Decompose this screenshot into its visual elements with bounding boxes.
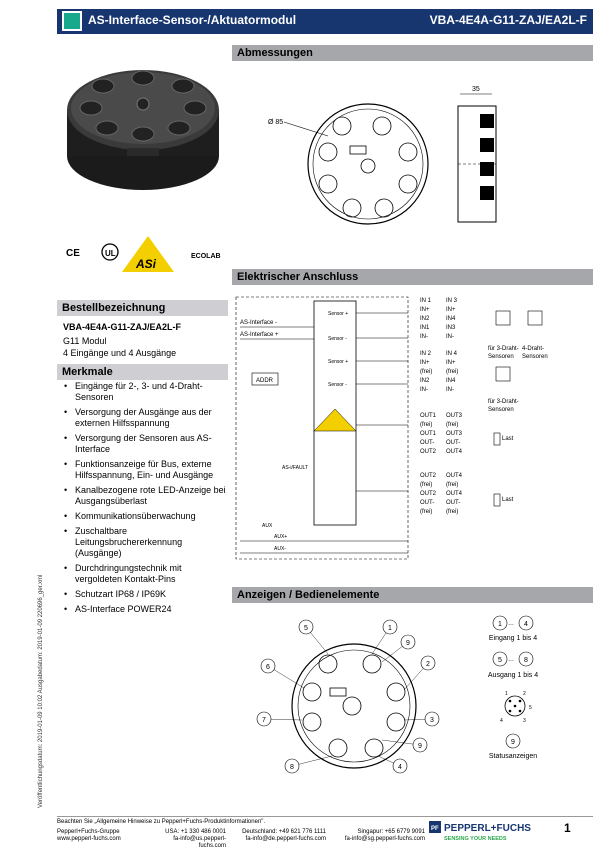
as-plus-label: AS-Interface + [240,332,279,338]
as-minus-label: AS-Interface - [240,320,278,326]
out-group2a-label: OUT- [420,500,435,506]
footer-usa [146,829,226,850]
dimension-drawing [232,80,593,275]
addr-label: ADDR [256,378,274,384]
callout-number: 9 [406,640,410,647]
order-description [63,335,176,359]
out-group1b-label: OUT- [446,440,461,446]
callout-number: 2 [426,661,430,668]
in-group1a-label: IN2 [420,316,430,322]
legend-status: Statusanzeigen [488,753,538,760]
in-group2b-label: IN4 [446,378,456,384]
pin-label: 1 [505,691,508,697]
indicator-drawing [232,602,593,814]
in-group2a-label: IN+ [420,360,430,366]
feature-item: • Funktionsanzeige für Bus, externe Hilfsspannung, Ein- und Ausgänge [63,459,228,481]
aux-label: AUX [262,523,273,529]
callout-number: 1 [388,625,392,632]
svg-text:5: 5 [498,657,502,664]
feature-item: • Kommunikationsüberwachung [63,511,228,522]
feature-item: • Versorgung der Ausgänge aus der externen Hilfsspannung [63,407,228,429]
ce-mark-icon: CE [66,248,80,259]
section-features-header: Merkmale [57,364,228,380]
footer-germany [236,829,326,843]
out-group1a-label: OUT1 [420,413,437,419]
in-group1a-label: IN1 [420,325,430,331]
product-code: VBA-4E4A-G11-ZAJ/EA2L-F [429,13,587,27]
footer-line: Deutschland: +49 621 776 1111 [242,829,326,835]
out-group1b-label: (frei) [446,422,459,428]
wiring-diagram [232,287,593,589]
certification-icons [64,234,239,274]
in-group1b-label: IN- [446,334,454,340]
footer-link[interactable]: fa-info@sg.pepperl-fuchs.com [344,836,425,842]
sensor4-label: 4-Draht- [522,346,545,352]
fault-label: AS-i/FAULT [282,465,309,471]
sensor3-label: für 3-Draht- [488,399,519,405]
publication-sidenote: Veröffentlichungsdatum: 2019-01-09 10:02 Ausgabedatum: 2019-01-09 220696_ger.xml [38,574,44,808]
svg-text:SENSING YOUR NEEDS: SENSING YOUR NEEDS [444,836,507,842]
out-group2b-label: (frei) [446,482,459,488]
page-number: 1 [564,821,571,835]
footer-singapore [335,829,425,843]
svg-text:PF: PF [431,826,439,832]
aux-plus-label: AUX+ [274,534,288,540]
page-title: AS-Interface-Sensor-/Aktuatormodul [88,13,297,27]
feature-item: • Zuschaltbare Leitungsbruchererkennung (Ausgänge) [63,526,228,559]
out-group2b-label: OUT- [446,500,461,506]
load-label: Last [502,436,514,442]
out-group1a-label: OUT1 [420,431,437,437]
feature-item: • Eingänge für 2-, 3- und 4-Draht-Sensoren [63,381,228,403]
out-group2a-label: (frei) [420,482,433,488]
footer-line: Pepperl+Fuchs-Gruppe [57,829,120,835]
footer-line: Singapur: +65 6779 9091 [357,829,425,835]
in-group1a-label: IN- [420,334,428,340]
svg-text:…: … [508,621,514,627]
sensor-plus-label: Sensor + [328,359,349,365]
in-group1b-label: IN4 [446,316,456,322]
header-logo-square [62,11,82,31]
pin-label: 4 [500,718,503,724]
out-group1a-label: (frei) [420,422,433,428]
svg-text:9: 9 [511,739,515,746]
section-order-header: Bestellbezeichnung [57,300,228,316]
pin-label: 5 [529,705,532,711]
in-group2b-label: IN+ [446,360,456,366]
sensor-minus-label: Sensor - [328,336,347,342]
sensor4-label: Sensoren [522,354,548,360]
pepperl-fuchs-logo [429,819,544,844]
footer-company [57,829,121,843]
footer-link[interactable]: fa-info@de.pepperl-fuchs.com [245,836,326,842]
product-photo [57,52,225,202]
callout-number: 5 [304,625,308,632]
svg-text:UL: UL [105,249,116,258]
in-group1b-label: IN 3 [446,298,458,304]
callout-number: 3 [430,717,434,724]
section-dimensions-header: Abmessungen [232,45,593,61]
in-group2b-label: IN 4 [446,351,458,357]
in-group2a-label: IN 2 [420,351,432,357]
section-electrical-header: Elektrischer Anschluss [232,269,593,285]
out-group2a-label: (frei) [420,509,433,515]
out-group2b-label: OUT4 [446,491,463,497]
features-list [63,381,228,619]
out-group1b-label: OUT3 [446,413,463,419]
out-group1a-label: OUT- [420,440,435,446]
in-group2a-label: (frei) [420,369,433,375]
callout-number: 4 [398,764,402,771]
footer-line: USA: +1 330 486 0001 [165,829,226,835]
footer-link[interactable]: fa-info@us.pepperl-fuchs.com [173,836,226,849]
svg-text:…: … [508,657,514,663]
callout-number: 9 [418,743,422,750]
svg-text:1: 1 [498,621,502,628]
pin-label: 2 [523,691,526,697]
footer-link[interactable]: www.pepperl-fuchs.com [57,836,121,842]
order-code: VBA-4E4A-G11-ZAJ/EA2L-F [63,322,182,332]
order-line: 4 Eingänge und 4 Ausgänge [63,348,177,358]
feature-item: • Versorgung der Sensoren aus AS-Interface [63,433,228,455]
svg-text:8: 8 [524,657,528,664]
callout-number: 6 [266,664,270,671]
diameter-label: Ø 85 [268,119,284,126]
callout-number: 7 [262,717,266,724]
out-group1b-label: OUT3 [446,431,463,437]
sensor3-label: Sensoren [488,354,514,360]
in-group1b-label: IN3 [446,325,456,331]
height-label: 35 [472,86,480,93]
in-group2a-label: IN- [420,387,428,393]
in-group1a-label: IN+ [420,307,430,313]
out-group2b-label: (frei) [446,509,459,515]
svg-text:4: 4 [524,621,528,628]
ecolab-icon: ECOLAB [191,253,221,260]
in-group1a-label: IN 1 [420,298,432,304]
legend-input: Eingang 1 bis 4 [488,635,538,642]
feature-item: • Durchdringungstechnik mit vergoldeten Kontakt-Pins [63,563,228,585]
order-line: G11 Modul [63,336,107,346]
out-group2b-label: OUT4 [446,473,463,479]
in-group1b-label: IN+ [446,307,456,313]
legend-output: Ausgang 1 bis 4 [487,672,539,679]
svg-text:ASi: ASi [136,257,157,271]
footer-note: Beachten Sie „Allgemeine Hinweise zu Pepperl+Fuchs-Produktinformationen". [57,819,266,825]
section-indicators-header: Anzeigen / Bedienelemente [232,587,593,603]
in-group2a-label: IN2 [420,378,430,384]
aux-minus-label: AUX- [274,546,286,552]
out-group2a-label: OUT2 [420,491,437,497]
load-label: Last [502,497,514,503]
sensor-plus-label: Sensor + [328,311,349,317]
pin-label: 3 [523,718,526,724]
footer-divider [57,816,593,817]
feature-item: • AS-Interface POWER24 [63,604,228,615]
in-group2b-label: (frei) [446,369,459,375]
sensor3-label: für 3-Draht- [488,346,519,352]
out-group1a-label: OUT2 [420,449,437,455]
out-group2a-label: OUT2 [420,473,437,479]
sensor-minus-label: Sensor - [328,382,347,388]
feature-item: • Schutzart IP68 / IP69K [63,589,228,600]
svg-text:PEPPERL+FUCHS: PEPPERL+FUCHS [444,823,531,834]
sensor3-label: Sensoren [488,407,514,413]
feature-item: • Kanalbezogene rote LED-Anzeige bei Ausgangsüberlast [63,485,228,507]
out-group1b-label: OUT4 [446,449,463,455]
callout-number: 8 [290,764,294,771]
in-group2b-label: IN- [446,387,454,393]
